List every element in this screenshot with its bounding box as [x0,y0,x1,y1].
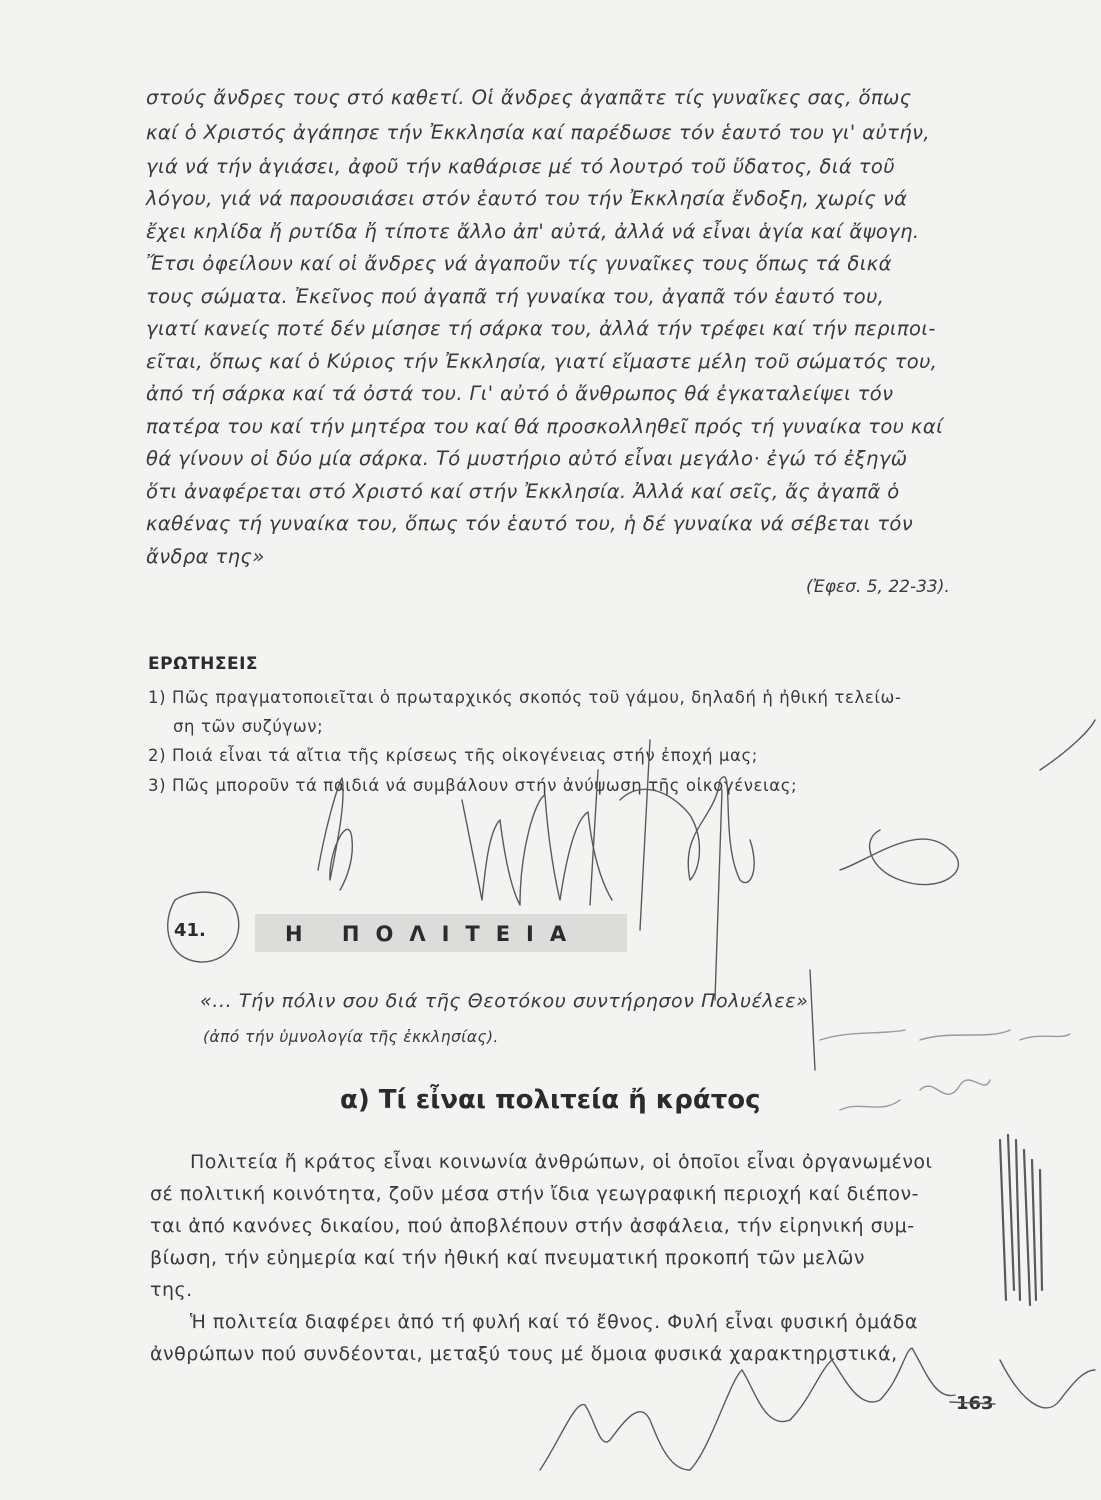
body-line: σέ πολιτική κοινότητα, ζοῦν μέσα στήν ἴδια γεωγραφική περιοχή καί διέπον- [150,1183,919,1205]
body-line: Πολιτεία ἤ κράτος εἶναι κοινωνία ἀνθρώπων, οἱ ὁποῖοι εἶναι ὀργανωμένοι [190,1151,933,1173]
scribble-loop-right [840,830,958,885]
question-item: 1) Πῶς πραγματοποιεῖται ὁ πρωταρχικός σκοπός τοῦ γάμου, δηλαδή ἡ ἠθική τελείω- [148,688,902,707]
epigraph-quote: «... Τήν πόλιν σου διά τῆς Θεοτόκου συντήρησον Πολυέλεε» [200,990,809,1012]
passage-line: Ἔτσι ὀφείλουν καί οἱ ἄνδρες νά ἀγαποῦν τίς γυναῖκες τους ὅπως τά δικά [146,252,892,275]
passage-line: στούς ἄνδρες τους στό καθετί. Οἱ ἄνδρες ἀγαπᾶτε τίς γυναῖκες σας, ὅπως [146,86,912,109]
passage-line: γιατί κανείς ποτέ δέν μίσησε τή σάρκα του, ἀλλά τήν τρέφει καί τήν περιποι- [146,317,936,340]
passage-line: καί ὁ Χριστός ἀγάπησε τήν Ἐκκλησία καί παρέδωσε τόν ἑαυτό του γι' αὐτήν, [146,121,930,144]
question-item: 3) Πῶς μποροῦν τά παιδιά νά συμβάλουν στήν ἀνύψωση τῆς οἰκογένειας; [148,776,798,795]
epigraph-source: (ἀπό τήν ὑμνολογία τῆς ἐκκλησίας). [203,1028,499,1046]
passage-line: ἀπό τή σάρκα καί τά ὀστά του. Γι' αὐτό ὁ ἄνθρωπος θά ἐγκαταλείψει τόν [146,382,894,405]
passage-line: καθένας τή γυναίκα του, ὅπως τόν ἑαυτό του, ἡ δέ γυναίκα νά σέβεται τόν [146,512,913,535]
passage-line: ἔχει κηλίδα ἤ ρυτίδα ἤ τίποτε ἄλλο ἀπ' αὐτά, ἀλλά νά εἶναι ἁγία καί ἄψογη. [146,220,920,243]
scripture-reference: (Ἐφεσ. 5, 22-33). [806,577,950,597]
passage-line: ὅτι ἀναφέρεται στό Χριστό καί στήν Ἐκκλησία. Ἀλλά καί σεῖς, ἄς ἀγαπᾶ ὁ [146,480,900,503]
passage-line: θά γίνουν οἱ δύο μία σάρκα. Τό μυστήριο αὐτό εἶναι μεγάλο· ἐγώ τό ἐξηγῶ [146,447,908,470]
passage-line: λόγου, γιά νά παρουσιάσει στόν ἑαυτό του τήν Ἐκκλησία ἔνδοξη, χωρίς νά [146,187,908,210]
scribble-right-margin-hatching [1000,1135,1042,1305]
passage-line: πατέρα του καί τήν μητέρα του καί θά προσκολληθεῖ πρός τή γυναίκα του καί [146,415,944,438]
passage-line: εῖται, ὅπως καί ὁ Κύριος τήν Ἐκκλησία, γιατί εἴμαστε μέλη τοῦ σώματός του, [146,350,938,373]
question-item-continuation: ση τῶν συζύγων; [173,717,324,736]
chapter-title: Η ΠΟΛΙΤΕΙΑ [285,922,583,946]
scribble-signature-center [462,795,612,905]
chapter-number: 41. [174,920,206,941]
body-line: της. [150,1279,193,1301]
body-line: ται ἀπό κανόνες δικαίου, πού ἀποβλέπουν στήν ἀσφάλεια, τήν εἰρηνική συμ- [150,1215,915,1237]
scribble-margin-notes [820,1030,1070,1110]
section-title: α) Τί εἶναι πολιτεία ἤ κράτος [340,1085,761,1115]
body-line: βίωση, τήν εὐημερία καί τήν ἠθική καί πνευματική προκοπή τῶν μελῶν [150,1247,866,1269]
body-line: ἀνθρώπων πού συνδέονται, μεταξύ τους μέ ὅμοια φυσικά χαρακτηριστικά, [150,1343,898,1365]
questions-heading: ΕΡΩΤΗΣΕΙΣ [148,654,259,674]
scribble-bottom-zigzag [540,1348,955,1470]
page-number: 163 [956,1393,994,1414]
body-line: Ἡ πολιτεία διαφέρει ἀπό τή φυλή καί τό ἔθνος. Φυλή εἶναι φυσική ὁμάδα [190,1311,918,1333]
question-item: 2) Ποιά εἶναι τά αἴτια τῆς κρίσεως τῆς οἰκογένειας στήν ἐποχή μας; [148,746,758,765]
passage-line: γιά νά τήν ἁγιάσει, ἀφοῦ τήν καθάρισε μέ τό λουτρό τοῦ ὕδατος, διά τοῦ [146,155,895,178]
passage-line: τους σώματα. Ἐκεῖνος πού ἀγαπᾶ τή γυναίκα του, ἀγαπᾶ τόν ἑαυτό του, [146,285,885,308]
scribble-arrow [1040,720,1095,770]
passage-line: ἄνδρα της» [146,545,265,568]
scribble-bottom-curl [1000,1360,1095,1408]
